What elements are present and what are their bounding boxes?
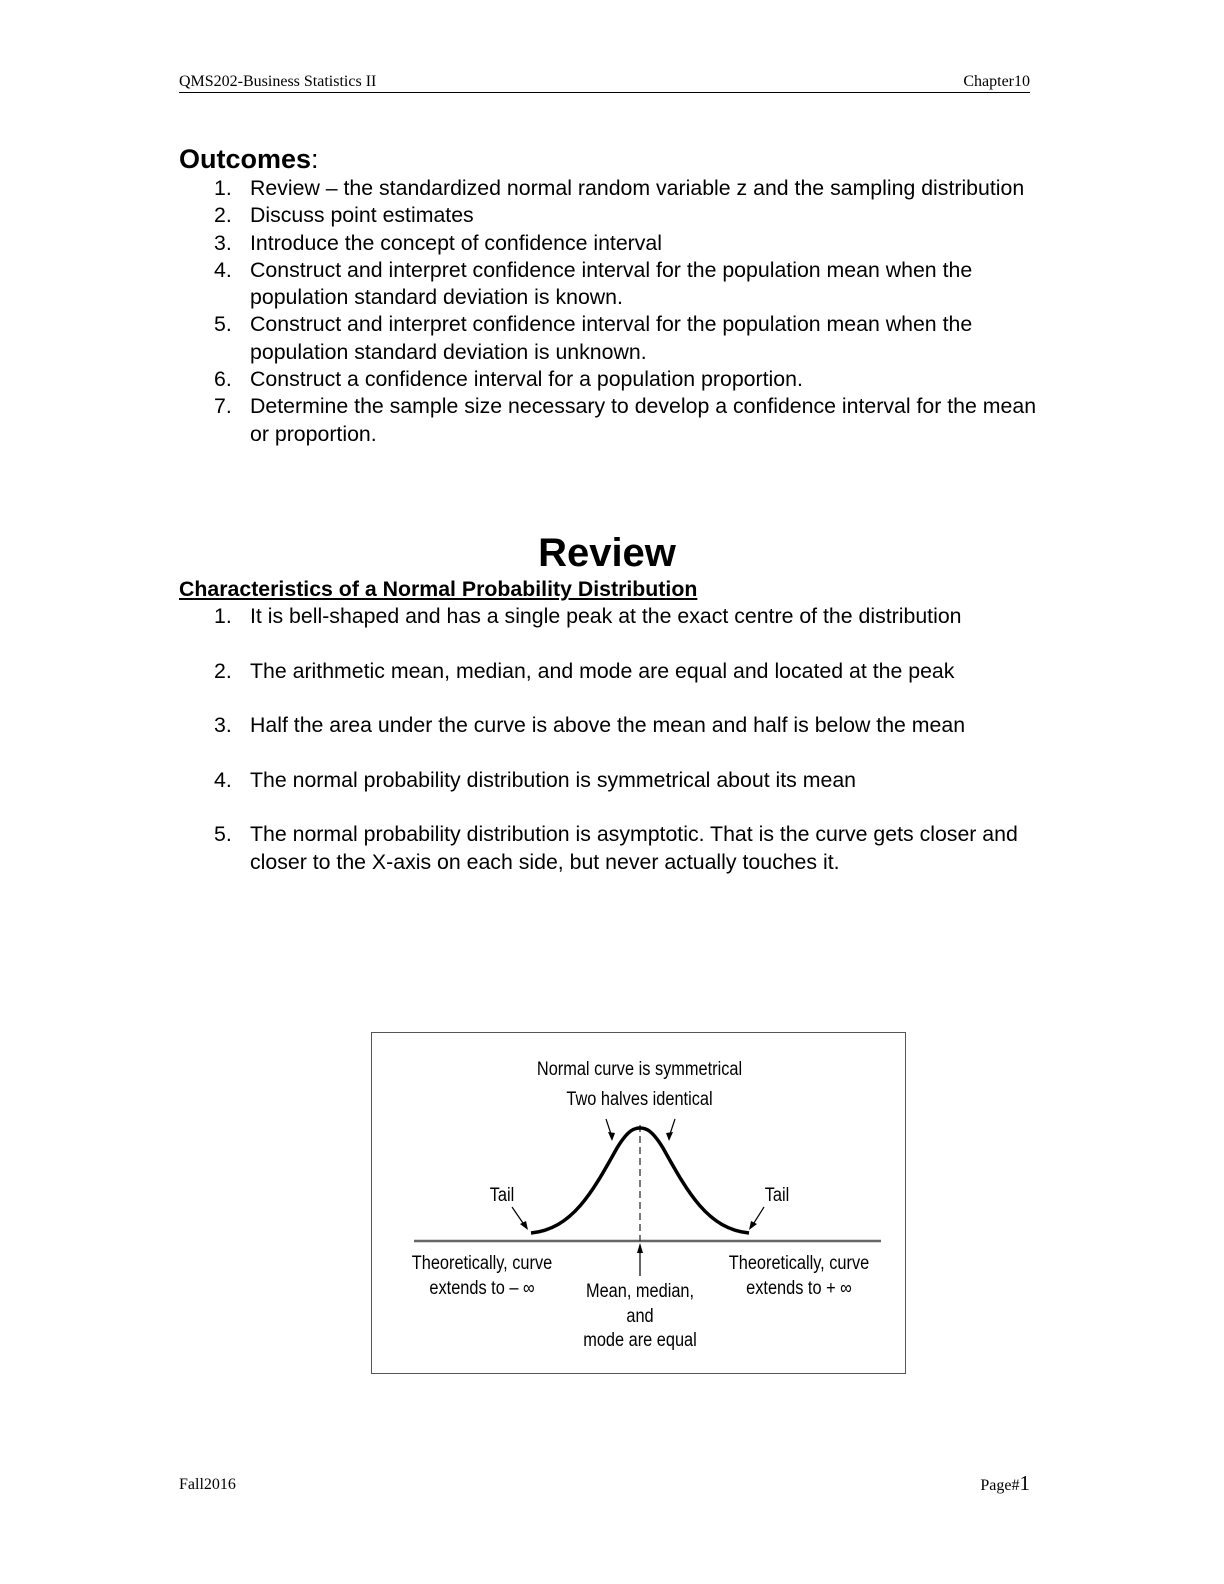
center-note-line3: mode are equal [583,1330,697,1351]
item-text: The arithmetic mean, median, and mode are equal and located at the peak [250,658,955,683]
item-number: 4. [214,257,232,282]
right-note-line1: Theoretically, curve [728,1253,870,1274]
symmetry-arrow-right-icon [666,1119,675,1141]
item-text: Construct a confidence interval for a population proportion. [250,367,803,392]
item-number: 1. [214,176,232,200]
item-text: Determine the sample size necessary to develop a confidence interval for the mean or proportion. [250,394,1037,446]
outcomes-list [0,175,1040,448]
chapter-label: Chapter10 [963,73,1030,90]
item-text: Introduce the concept of confidence interval [250,230,663,255]
item-text: Half the area under the curve is above the mean and half is below the mean [250,713,966,738]
page-number: 1 [1019,1471,1030,1495]
left-note-line1: Theoretically, curve [411,1253,553,1274]
item-number: 2. [214,203,232,228]
characteristics-list [0,603,1040,876]
tail-left-label: Tail [489,1185,515,1206]
item-text: It is bell-shaped and has a single peak at the exact centre of the distribution [250,604,962,628]
item-text: The normal probability distribution is asymptotic. That is the curve gets closer and closer to the X-axis on each side, but never actually touches it. [250,822,1018,874]
item-number: 5. [214,312,232,337]
section-heading: Characteristics of a Normal Probability Distribution [179,577,698,601]
list-item [0,821,1040,876]
outcomes-title: Outcomes [179,144,312,174]
list-item [0,202,1040,229]
list-item [0,603,1040,630]
outcomes-heading [179,143,319,175]
list-item [0,175,1040,202]
list-item [0,393,1040,448]
list-item [0,767,1040,794]
item-number: 4. [214,767,232,792]
item-number: 1. [214,604,232,628]
item-text: Construct and interpret confidence interval for the population mean when the population standard deviation is unknown. [250,312,973,364]
page-indicator [980,1472,1030,1497]
item-number: 2. [214,658,232,683]
figure-title-line1: Normal curve is symmetrical [536,1059,743,1080]
review-title: Review [538,531,676,575]
list-item [0,230,1040,257]
list-item [0,712,1040,739]
item-number: 3. [214,230,232,255]
figure-title-line2: Two halves identical [566,1089,713,1110]
tail-arrow-left-icon [512,1207,528,1230]
item-number: 3. [214,713,232,738]
list-item [0,311,1040,366]
item-text: Review – the standardized normal random variable z and the sampling distribution [250,176,1025,200]
page-label: Page# [980,1477,1020,1494]
center-note-line1: Mean, median, [585,1281,695,1302]
right-note-line2: extends to + ∞ [746,1278,852,1299]
left-note-line2: extends to – ∞ [429,1278,535,1299]
term-label: Fall2016 [179,1476,236,1493]
tail-arrow-right-icon [749,1207,764,1230]
page-header [179,72,1030,93]
item-text: Discuss point estimates [250,203,474,228]
list-item [0,658,1040,685]
item-number: 7. [214,394,232,419]
mean-arrow-up-icon [637,1243,643,1276]
tail-right-label: Tail [764,1185,790,1206]
center-note-line2: and [626,1306,654,1327]
item-text: Construct and interpret confidence interval for the population mean when the population standard deviation is known. [250,257,973,310]
item-number: 6. [214,367,232,392]
item-text: The normal probability distribution is symmetrical about its mean [250,767,857,792]
list-item [0,257,1040,312]
normal-curve-figure [371,1032,906,1374]
symmetry-arrow-left-icon [606,1119,615,1141]
item-number: 5. [214,822,232,847]
outcomes-colon: : [311,144,319,174]
list-item [0,366,1040,393]
course-title: QMS202-Business Statistics II [179,73,377,90]
